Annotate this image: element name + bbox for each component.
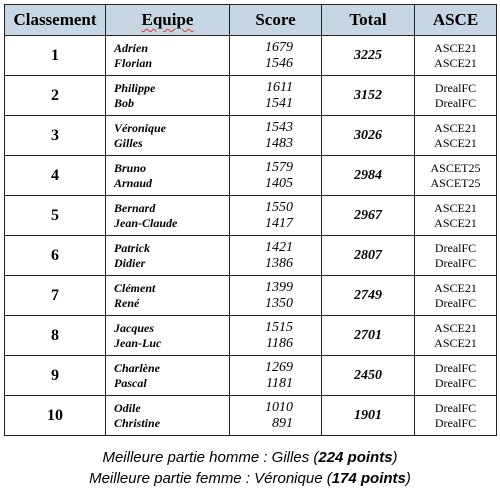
player-scores-cell [230,156,322,196]
player-names-cell [106,76,230,116]
player-names-1: Patrick [114,240,150,255]
club-1: ASCE21 [434,280,477,295]
player-scores-1: 1399 [265,279,293,295]
club-2: ASCET25 [430,175,481,190]
club-2: ASCE21 [434,215,477,230]
player-names-1: Charlène [114,360,161,375]
best-game-men [0,449,500,466]
player-names-cell [106,396,230,436]
club-cell [415,396,497,436]
club-2: DrealFC [434,375,477,390]
club-cell [415,36,497,76]
player-scores-1: 1550 [265,199,293,215]
header-row [5,5,497,36]
club-2: ASCE21 [434,135,477,150]
club-2: ASCE21 [434,335,477,350]
player-scores-cell [230,316,322,356]
table-row [5,156,497,196]
player-scores-cell [230,116,322,156]
table-row [5,116,497,156]
player-names-cell [106,116,230,156]
best-game-women [0,470,500,487]
club-1: DrealFC [434,400,477,415]
total-cell: 1901 [322,396,415,436]
total-cell: 2450 [322,356,415,396]
best-game-men-text: Meilleure partie homme : Gilles ( [102,449,319,466]
club-cell [415,236,497,276]
best-game-women-close: ) [405,470,411,487]
table-body [5,36,497,436]
club-cell [415,196,497,236]
player-names-1: Clément [114,280,156,295]
rank-cell: 10 [5,396,106,436]
player-names-cell [106,356,230,396]
club-1: ASCE21 [434,120,477,135]
rank-cell: 1 [5,36,106,76]
player-names-cell [106,316,230,356]
club-1: DrealFC [434,80,477,95]
player-scores-1: 1010 [265,399,293,415]
rank-cell: 2 [5,76,106,116]
header-total: Total [322,5,415,36]
rank-cell: 4 [5,156,106,196]
player-names-1: Véronique [114,120,167,135]
player-names-1: Jacques [114,320,154,335]
best-game-men-points: 224 points [318,449,393,466]
player-names-cell [106,236,230,276]
rank-cell: 9 [5,356,106,396]
player-scores-2: 1405 [265,175,293,191]
total-cell: 3225 [322,36,415,76]
total-cell: 3152 [322,76,415,116]
total-cell: 3026 [322,116,415,156]
rank-cell: 6 [5,236,106,276]
player-names-cell [106,196,230,236]
player-scores-cell [230,356,322,396]
player-scores-1: 1515 [265,319,293,335]
best-game-women-text: Meilleure partie femme : Véronique ( [89,470,332,487]
club-1: ASCE21 [434,200,477,215]
player-scores-2: 1350 [265,295,293,311]
player-names-2: Christine [114,415,161,430]
player-scores-cell [230,36,322,76]
club-cell [415,116,497,156]
player-scores-2: 1546 [265,55,293,71]
total-cell: 2967 [322,196,415,236]
player-names-1: Bruno [114,160,147,175]
player-names-cell [106,36,230,76]
club-2: DrealFC [434,415,477,430]
total-cell: 2749 [322,276,415,316]
header-classement: Classement [5,5,106,36]
player-scores-1: 1543 [265,119,293,135]
table-row [5,276,497,316]
club-cell [415,156,497,196]
total-cell: 2984 [322,156,415,196]
player-scores-1: 1611 [266,79,293,95]
player-scores-cell [230,76,322,116]
player-scores-2: 1186 [266,335,293,351]
player-names-2: Jean-Claude [114,215,178,230]
best-game-women-points: 174 points [331,470,406,487]
club-1: ASCE21 [434,40,477,55]
player-scores-2: 1541 [265,95,293,111]
player-names-2: Arnaud [114,175,153,190]
club-2: DrealFC [434,95,477,110]
rank-cell: 3 [5,116,106,156]
player-scores-1: 1679 [265,39,293,55]
player-names-2: Bob [114,95,135,110]
club-2: ASCE21 [434,55,477,70]
player-scores-2: 1483 [265,135,293,151]
player-scores-2: 1417 [265,215,293,231]
club-cell [415,316,497,356]
player-names-cell [106,156,230,196]
club-1: ASCE21 [434,320,477,335]
club-cell [415,276,497,316]
player-scores-cell [230,196,322,236]
player-names-cell [106,276,230,316]
table-row [5,196,497,236]
table-row [5,316,497,356]
club-cell [415,356,497,396]
header-asce: ASCE [415,5,497,36]
table-row [5,356,497,396]
player-names-1: Philippe [114,80,156,95]
table-row [5,36,497,76]
rank-cell: 8 [5,316,106,356]
club-1: ASCET25 [430,160,481,175]
table-row [5,236,497,276]
player-names-2: Pascal [114,375,147,390]
player-names-2: Gilles [114,135,143,150]
total-cell: 2701 [322,316,415,356]
player-names-2: René [114,295,140,310]
table-row [5,396,497,436]
player-names-1: Adrien [114,40,149,55]
results-table [4,4,497,436]
player-scores-cell [230,236,322,276]
club-2: DrealFC [434,255,477,270]
player-scores-2: 1386 [265,255,293,271]
rank-cell: 5 [5,196,106,236]
total-cell: 2807 [322,236,415,276]
player-names-1: Odile [114,400,141,415]
player-names-2: Jean-Luc [114,335,162,350]
rank-cell: 7 [5,276,106,316]
table-header [5,5,497,36]
player-scores-2: 891 [272,415,293,431]
club-cell [415,76,497,116]
player-scores-1: 1269 [265,359,293,375]
best-game-men-close: ) [392,449,398,466]
player-scores-1: 1579 [265,159,293,175]
player-scores-cell [230,276,322,316]
player-scores-2: 1181 [266,375,293,391]
club-1: DrealFC [434,240,477,255]
header-score: Score [230,5,322,36]
player-names-2: Didier [114,255,146,270]
club-1: DrealFC [434,360,477,375]
player-scores-1: 1421 [265,239,293,255]
club-2: DrealFC [434,295,477,310]
player-names-2: Florian [114,55,153,70]
header-equipe: Equipe [106,5,230,36]
player-names-1: Bernard [114,200,156,215]
table-row [5,76,497,116]
player-scores-cell [230,396,322,436]
